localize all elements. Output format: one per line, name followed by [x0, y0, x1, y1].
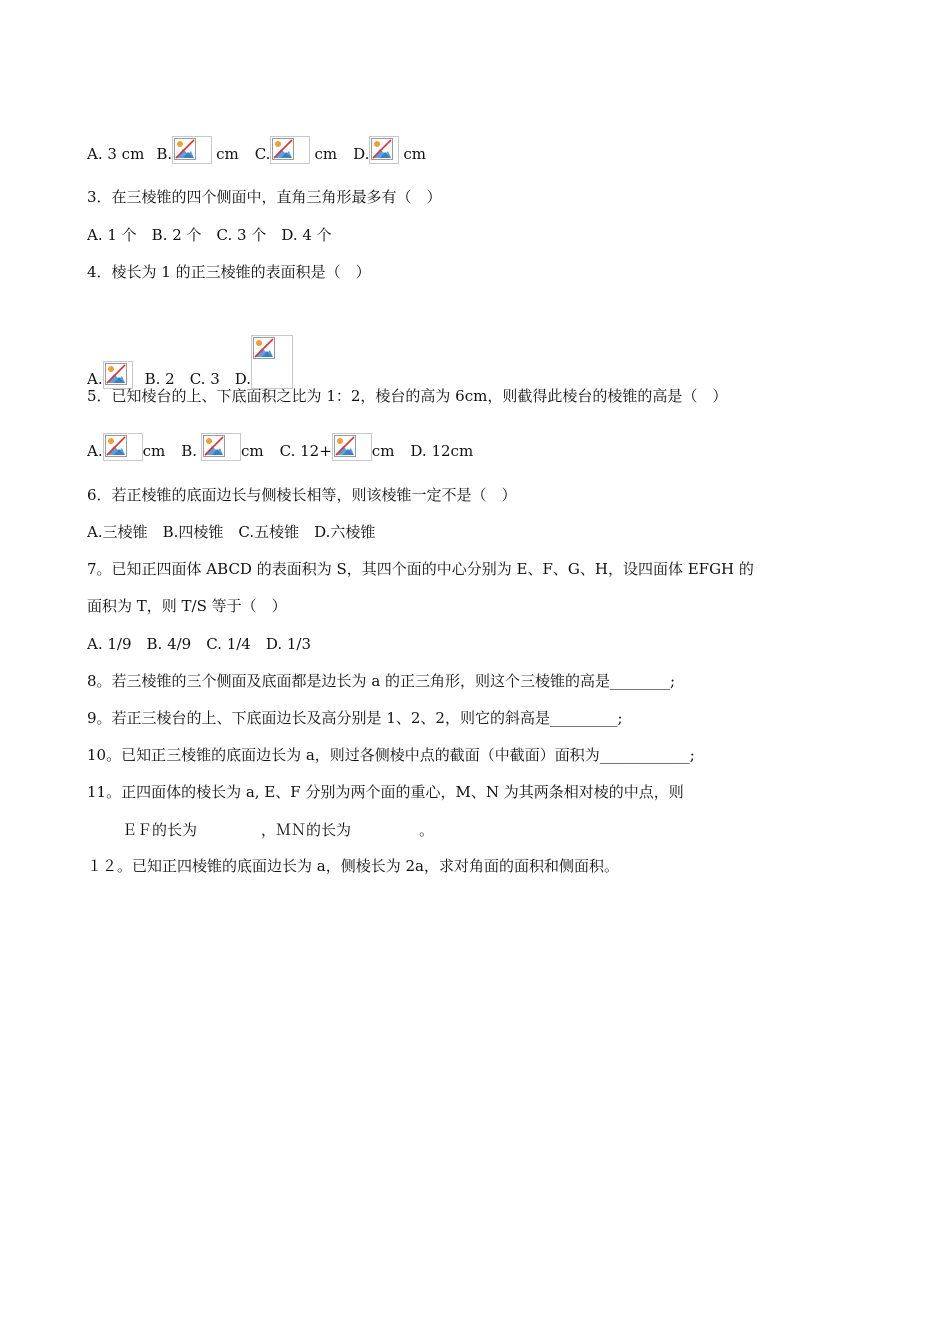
q4-options: [87, 335, 293, 389]
q4-stem: 4．棱长为 1 的正三棱锥的表面积是（ ）: [87, 263, 371, 281]
q5-option-a-unit: cm: [142, 442, 166, 460]
q7-stem-line2: 面积为 T，则 T/S 等于（ ）: [87, 597, 287, 615]
q4-options-rest: B. 2 C. 3 D.: [144, 370, 251, 388]
q5-options: [87, 433, 473, 461]
q2-option-b-prefix: B.: [156, 145, 173, 163]
q6-stem: 6．若正棱锥的底面边长与侧棱长相等，则该棱锥一定不是（ ）: [87, 486, 517, 504]
image-placeholder-icon: [201, 433, 241, 461]
q9-text: 9。若正三棱台的上、下底面边长及高分别是 1、2、2，则它的斜高是_________;: [87, 709, 623, 727]
q5-option-b-unit: cm: [241, 442, 264, 460]
q12-text: １２。已知正四棱锥的底面边长为 a，侧棱长为 2a，求对角面的面积和侧面积。: [87, 857, 619, 875]
q2-option-c-unit: cm: [314, 145, 338, 163]
image-placeholder-icon: [369, 136, 399, 164]
q5-option-b-prefix: B.: [181, 442, 198, 460]
q5-option-c-prefix: C. 12+: [279, 442, 332, 460]
q5-option-c-unit: cm: [371, 442, 395, 460]
q11-line2: [122, 820, 434, 840]
q2-option-b-unit: cm: [216, 145, 239, 163]
q3-options: A. 1 个 B. 2 个 C. 3 个 D. 4 个: [87, 226, 332, 244]
q2-option-c-prefix: C.: [254, 145, 271, 163]
q6-options: A.三棱锥 B.四棱锥 C.五棱锥 D.六棱锥: [87, 523, 376, 541]
q11-mn-label: ，ＭＮ的长为: [261, 821, 352, 839]
image-placeholder-icon: [270, 136, 310, 164]
image-placeholder-icon: [172, 136, 212, 164]
q8-text: 8。若三棱锥的三个侧面及底面都是边长为 a 的正三角形，则这个三棱锥的高是________;: [87, 672, 676, 690]
q11-end: 。: [419, 821, 435, 839]
q2-option-a: A. 3 cm: [87, 145, 145, 163]
q7-options: A. 1/9 B. 4/9 C. 1/4 D. 1/3: [87, 635, 311, 653]
q2-option-d-prefix: D.: [353, 145, 370, 163]
q10-text: 10。已知正三棱锥的底面边长为 a，则过各侧棱中点的截面（中截面）面积为____________;: [87, 746, 695, 764]
q7-stem-line1: 7。已知正四面体 ABCD 的表面积为 S，其四个面的中心分别为 E、F、G、H，设四面体 EFGH 的: [87, 560, 754, 578]
q5-option-a-prefix: A.: [87, 442, 103, 460]
image-placeholder-icon: [332, 433, 372, 461]
image-placeholder-icon: [103, 433, 143, 461]
q11-line1: 11。正四面体的棱长为 a, E、F 分别为两个面的重心，M、N 为其两条相对棱的中点，则: [87, 783, 684, 801]
q2-option-d-unit: cm: [403, 145, 426, 163]
q3-stem: 3．在三棱锥的四个侧面中，直角三角形最多有（ ）: [87, 188, 442, 206]
q4-option-a-prefix: A.: [87, 370, 103, 388]
image-placeholder-icon: [251, 335, 293, 389]
q11-ef-label: ＥＦ的长为: [122, 821, 198, 839]
q5-stem: 5．已知棱台的上、下底面积之比为 1：2，棱台的高为 6cm，则截得此棱台的棱锥的高是（ ）: [87, 387, 728, 405]
image-placeholder-icon: [103, 361, 133, 389]
q2-options: [87, 136, 426, 164]
q5-option-d: D. 12cm: [410, 442, 474, 460]
